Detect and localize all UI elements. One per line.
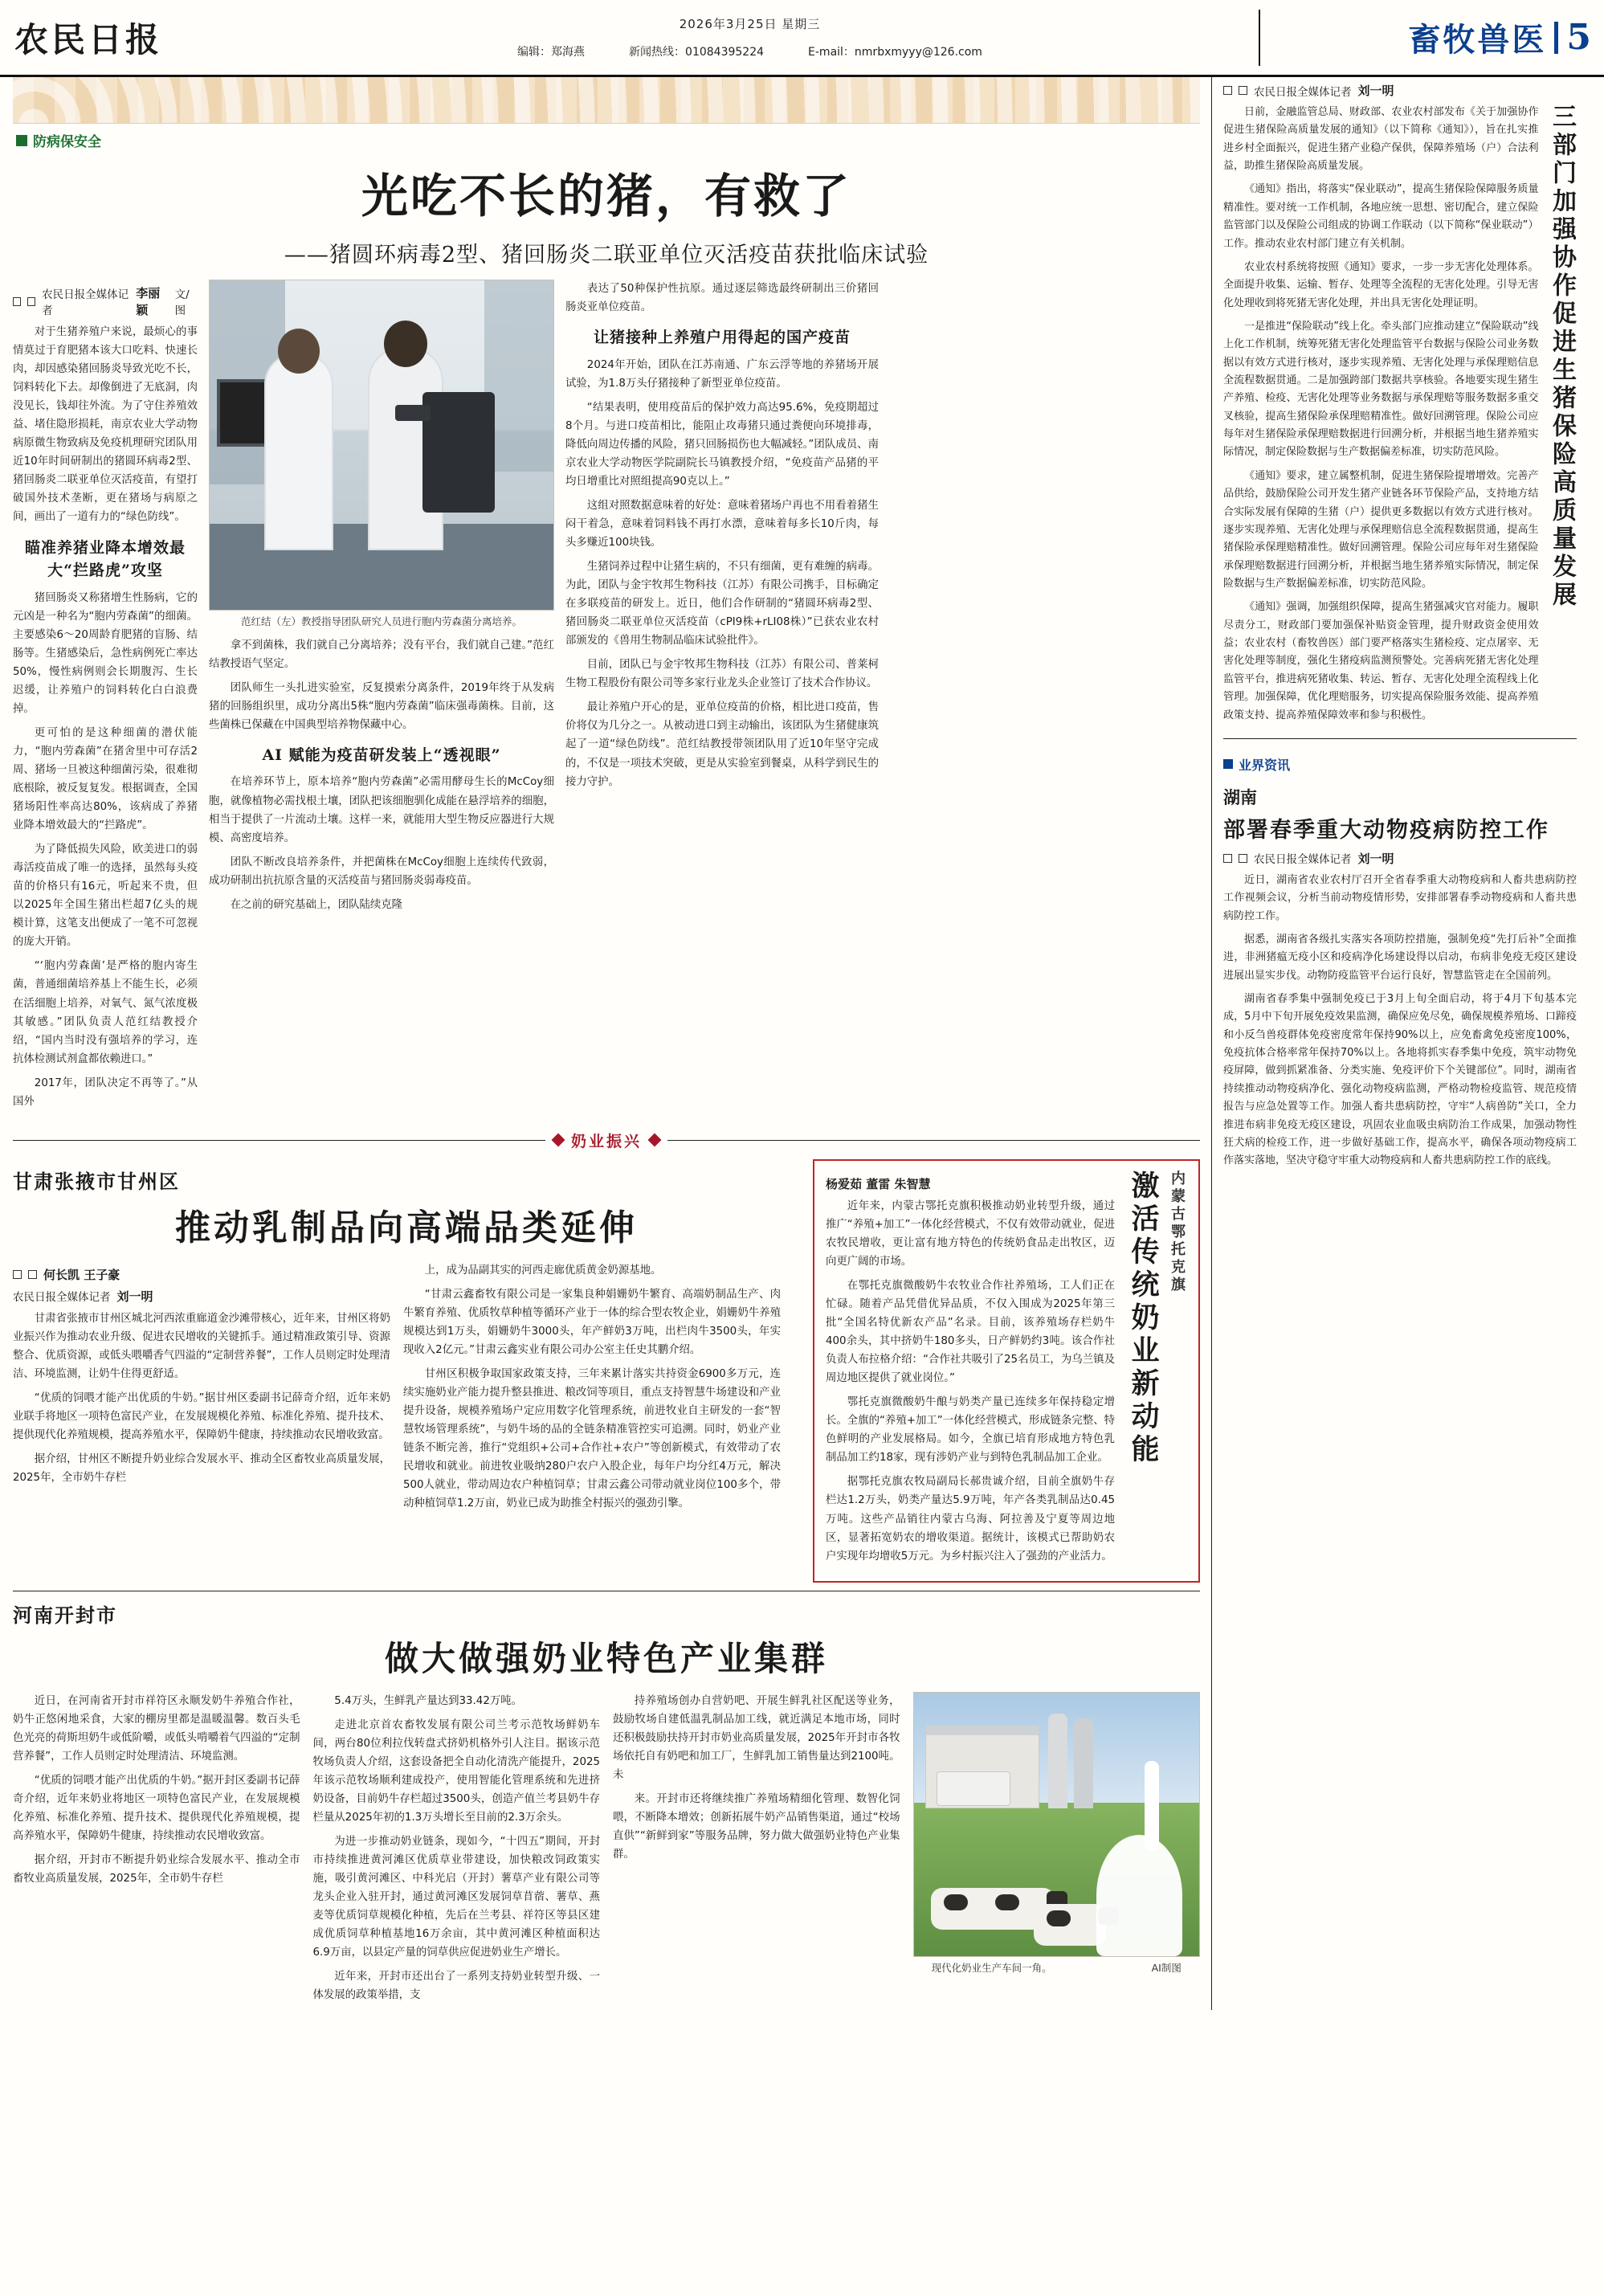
henan-article xyxy=(13,1599,1200,2011)
byline-label: 农民日报全媒体记者 xyxy=(42,288,129,317)
masthead-center xyxy=(241,15,1259,59)
square-marker-icon-blue xyxy=(1223,759,1233,769)
henan-city: 河南开封市 xyxy=(13,1603,117,1627)
hunan-province: 湖南 xyxy=(1223,786,1257,807)
byline-box-icon xyxy=(1223,854,1232,863)
lead-para: 团队师生一头扎进实验室，反复摸索分离条件，2019年终于从发病猪的回肠组织里，成功分离出5株“胞内劳森菌”临床强毒菌株。目前，这些菌株已保藏在中国典型培养物保藏中心。 xyxy=(209,681,554,731)
byline-box-icon-2 xyxy=(1239,854,1247,863)
industry-news-label xyxy=(1223,755,1290,774)
section-divider xyxy=(1554,22,1558,54)
diamond-icon xyxy=(552,1134,565,1147)
publication-date: 2026年3月25日 星期三 xyxy=(679,17,821,31)
hunan-byline-name: 刘一明 xyxy=(1357,851,1394,866)
lead-para: 更可怕的是这种细菌的潜伏能力，“胞内劳森菌”在猪舍里中可存活2周、猪场一旦被这种细菌污染，很难彻底根除，被反复复发。根据调查，全国猪场阳性率高达80%，该病成了养猪业降本增效最大的“拦路虎”。 xyxy=(13,726,198,832)
newspaper-logo: 农民日报 xyxy=(14,19,163,59)
section-title: 畜牧兽医 xyxy=(1408,21,1547,59)
right-top-byline xyxy=(1223,82,1577,99)
right-para: 日前，金融监管总局、财政部、农业农村部发布《关于加强协作促进生猪保险高质量发展的通知》（以下简称《通知》），旨在扎实推进乡村全面振兴，促进生猪产业稳产保供，保障养殖场（户）合法利益，助推生猪保险高质量发展。 xyxy=(1223,106,1539,173)
right-byline-name: 刘一明 xyxy=(1357,84,1394,98)
lead-para: 表达了50种保护性抗原。通过逐层筛选最终研制出三价猪回肠炎亚单位疫苗。 xyxy=(565,283,879,314)
lead-para: 2024年开始，团队在江苏南通、广东云浮等地的养猪场开展试验，为1.8万头仔猪接种了新型亚单位疫苗。 xyxy=(565,358,879,390)
lead-para: 对于生猪养殖户来说，最烦心的事情莫过于育肥猪本该大口吃料、快速长肉，却因感染猪回肠炎导致光吃不长，饲料转化下去。却像倒进了无底洞，肉没见长，钱却往外流。为了守住养殖效益、堵住隐形损耗，南京农业大学动物病原微生物致病及免疫机理研究团队用近10年时间研制出的猪圆环病毒2型、猪回肠炎二联亚单位灭活疫苗，有望打破国外技术垄断，更在猪场与病原之间，画出了一道有力的“绿色防线”。 xyxy=(13,326,198,524)
henan-title: 做大做强奶业特色产业集群 xyxy=(384,1638,828,1678)
im-para: 在鄂托克旗微酸奶牛农牧业合作社养殖场，工人们正在忙碌。随着产品凭借优异品质，不仅入围成为2025年第三批“全国名特优新农产品”名录。目前，该养殖场存栏奶牛400余头，其中挤奶牛180多头，日产鲜奶约3吨。该合作社负责人布拉格介绍：“合作社共吸引了25名员工，为乌兰镇及周边地区提供了就业岗位。” xyxy=(826,1279,1115,1385)
byline-suffix: 文/图 xyxy=(174,288,190,317)
left-content-zone xyxy=(13,77,1211,2010)
byline-box-icon xyxy=(13,297,21,306)
hunan-byline xyxy=(1223,850,1577,867)
masthead xyxy=(0,0,1604,77)
email-label: E-mail：nmrbxmyyy@126.com xyxy=(808,46,982,59)
lead-para: 拿不到菌株，我们就自己分离培养；没有平台，我们就自己建。”范红结教授语气坚定。 xyxy=(209,639,554,670)
lead-headline: 光吃不长的猪，有救了 xyxy=(361,169,851,223)
byline-box-icon-2 xyxy=(1239,86,1247,95)
lead-para: “结果表明，使用疫苗后的保护效力高达95.6%，免疫期超过8个月。与进口疫苗相比，能阻止攻毒猪只通过粪便向环境排毒，降低向周边传播的风险，猪只回肠损伤也大幅减轻。”团队成员、南京农业大学动物医学院副院长马镇教授介绍，“免疫苗产品猪的平均日增重比对照组提高90克以上。” xyxy=(565,401,879,488)
dairy-photo-caption xyxy=(913,1961,1201,1976)
right-byline-label: 农民日报全媒体记者 xyxy=(1254,85,1352,99)
dairy-photo-credit: AI制图 xyxy=(1151,1961,1182,1974)
lead-subheadline: ——猪圆环病毒2型、猪回肠炎二联亚单位灭活疫苗获批临床试验 xyxy=(284,243,929,268)
lead-para: 团队不断改良培养条件，并把菌株在McCoy细胞上连续传代致弱，成功研制出抗抗原含量的灭活疫苗与猪回肠炎弱毒疫苗。 xyxy=(209,856,554,887)
hunan-para: 据悉，湖南省各级扎实落实各项防控措施，强制免疫“先打后补”全面推进，非洲猪瘟无疫小区和疫病净化场建设得以启动，布病非免疫无疫区建设进展出显实步伐。动物防疫监管平台运行良好，智慧监管走在全国前列。 xyxy=(1223,933,1577,982)
im-byline-names: 杨爱茹 董雷 朱智慧 xyxy=(826,1176,931,1191)
dairy-section-banner xyxy=(13,1130,1200,1151)
gansu-para: 据介绍，甘州区不断提升奶业综合发展水平、推动全区畜牧业高质量发展，2025年，全市奶牛存栏 xyxy=(13,1453,390,1485)
right-para: 《通知》指出，将落实“保业联动”，提高生猪保险保障服务质量精准性。要对统一工作机制，各地应统一思想、密切配合，建立保险监管部门以及保险公司组成的协调工作联动（以下简称“保业联动”）工作。推动农业农村部门建立有关机制。 xyxy=(1223,183,1539,250)
square-marker-icon xyxy=(16,135,27,146)
lead-tag-label: 防病保安全 xyxy=(33,134,101,150)
inner-mongolia-article xyxy=(813,1159,1200,1583)
lead-para: 在培养环节上，原本培养“胞内劳森菌”必需用酵母生长的McCoy细胞，就像植物必需找根土壤，团队把该细胞驯化成能在悬浮培养的细胞，相当于提供了一片流动土壤。这样一来，就能用大型生物反应器进行大规模、高密度培养。 xyxy=(209,776,554,844)
gansu-byline-reporter: 刘一明 xyxy=(116,1289,153,1304)
byline-box-icon-2 xyxy=(28,1270,37,1279)
lead-column-2 xyxy=(209,280,554,1117)
hunan-para: 湖南省春季集中强制免疫已于3月上旬全面启动，将于4月下旬基本完成，5月中下旬开展免疫效果监测，确保应免尽免，确保规模养殖场、口蹄疫和小反刍兽疫群体免疫密度常年保持90%以上，应免畜禽免疫密度100%，免疫抗体合格率常年保持70%以上。各地将抓实春季集中免疫，筑牢动物免疫屏障，做到抓紧准备、分类实施、免疫评价下个关键部位”。同时，湖南省持续推动动物疫病净化、强化动物疫病监测，严格动物检疫监管、规范疫情报告与应急处置等工作。加强人畜共患病防控，守牢“人病兽防”关口，全力推进布病非免疫无疫区建设，巩固农业血吸虫病防治工作成果，加强动物性狂犬病的检疫工作，进一步做好基础工作，提高水平，确保各项动物疫病工作落实落地，坚决守稳守牢重大动物疫病和人畜共患病防控工作的底线。 xyxy=(1223,993,1577,1167)
gansu-para: “优质的饲喂才能产出优质的牛奶。”据甘州区委副书记薛奇介绍，近年来奶业联手将地区一项特色富民产业，在发展规模化养殖、标准化养殖、提升技术、提供现代化养殖规模，提高养殖水平，保障奶牛健康，持续推动农民增收致富。 xyxy=(13,1391,390,1442)
right-para: 农业农村系统将按照《通知》要求，一步一步无害化处理体系。全面提升收集、运输、暂存、处理等全流程的无害化处理。引导无害化处理收到将死猪无害化处理，并出具无害化处理证明。 xyxy=(1223,260,1539,309)
byline-box-icon-2 xyxy=(27,297,35,306)
diamond-icon-2 xyxy=(648,1134,662,1147)
gansu-byline-names: 何长凯 王子豪 xyxy=(43,1267,120,1282)
lab-photo-caption: 范红结（左）教授指导团队研究人员进行胞内劳森菌分离培养。 xyxy=(240,615,522,627)
lead-column-3 xyxy=(565,280,879,1117)
lead-section-tag xyxy=(16,130,101,150)
lead-para: 这组对照数据意味着的好处：意味着猪场户再也不用看着猪生闷干着急，意味着饲料钱不再打水漂，意味着每多长10斤肉，每头多赚近100块钱。 xyxy=(565,499,879,549)
gansu-article xyxy=(13,1159,800,1583)
lead-para: 2017年，团队决定不再等了。”从国外 xyxy=(13,1077,198,1108)
lead-para: 最让养殖户开心的是，亚单位疫苗的价格，相比进口疫苗，售价将仅为几分之一。从被动进口到主动输出，该团队为生猪健康筑起了一道“绿色防线”。范红结教授带领团队用了近10年坚守完成的，不仅是一项技术突破，更是从实验室到餐桌，从科学到民生的接力守护。 xyxy=(565,701,879,788)
henan-para: 持养殖场创办自营奶吧、开展生鲜乳社区配送等业务，鼓励牧场自建低温乳制品加工线，就近满足本地市场，同时还积极鼓励扶持开封市奶业高质量发展，2025年开封市各牧场依托自有奶吧和加工厂，生鲜乳加工销售量达到2100吨。未 xyxy=(613,1694,900,1781)
industry-news-text: 业界资讯 xyxy=(1239,757,1291,773)
im-title: 激活传统奶业新动能 xyxy=(1127,1170,1160,1467)
henan-para: 据介绍，开封市不断提升奶业综合发展水平、推动全市畜牧业高质量发展，2025年，全市奶牛存栏 xyxy=(13,1854,300,1885)
gansu-byline xyxy=(13,1266,390,1283)
gansu-city: 甘肃张掖市甘州区 xyxy=(13,1169,180,1193)
lead-subtitle-3: 让猪接种上养殖户用得起的国产疫苗 xyxy=(593,329,851,347)
hotline-label: 新闻热线：01084395224 xyxy=(629,46,765,59)
im-para: 近年来，内蒙古鄂托克旗积极推动奶业转型升级，通过推广“养殖+加工”一体化经营模式，不仅有效带动就业，促进农牧民增收，更让富有地方特色的传统奶食品走出牧区，迈向更广阔的市场。 xyxy=(826,1199,1115,1268)
lab-photo xyxy=(209,280,554,611)
dairy-banner-label: 奶业振兴 xyxy=(571,1132,643,1150)
gansu-byline-2 xyxy=(13,1288,390,1305)
gansu-para: 甘州区积极争取国家政策支持，三年来累计落实共持资金6900多万元，连续实施奶业产能力提升整县推进、粮改饲等项目，重点支持智慧牛场建设和产业提升设备，规模养殖场户定应用数字化管理系统，前进牧业自主研发的一套“智慧牧场管理系统”，与奶牛场的品的全链条精准管控实可追溯。同时，奶业产业链条不断完善，推行“党组织+公司+合作社+农户”等创新模式，有效带动了农民增收和就业。前进牧业吸纳280户农户入股企业，每年户均分红4万元，解决500人就业，带动周边农户种植饲草；甘肃云鑫公司带动就业岗位100多个，带动种植饲草1.2万亩，奶业已成为助推全村振兴的强劲引擎。 xyxy=(403,1368,781,1510)
right-top-title: 三部门加强协作促进生猪保险高质量发展 xyxy=(1548,104,1576,610)
dairy-caption-text: 现代化奶业生产车间一角。 xyxy=(931,1961,1052,1974)
right-para: 《通知》强调，加强组织保障，提高生猪强减灾官对能力。履职尽责分工，财政部门要加强保补贴资金管理，提升财政资金使用效益；农业农村（畜牧兽医）部门要严格落实生猪检疫、定点屠宰、无害化处理等制度，强化生猪疫病监测预警处。完善病死猪无害化处理监管平台，推进病死猪收集、转运、暂存、无害化处理全流程线上化管理。加强保障，优化理赔服务，切实提高保险服务效能、提高养殖政策支持、提高养殖保障效率和参与积极性。 xyxy=(1223,601,1539,721)
lead-para: 在之前的研究基础上，团队陆续克隆 xyxy=(230,898,403,911)
byline-name: 李丽颖 xyxy=(136,286,161,317)
im-byline xyxy=(826,1175,1115,1192)
hunan-byline-label: 农民日报全媒体记者 xyxy=(1254,853,1352,867)
henan-para: 5.4万头，生鲜乳产量达到33.42万吨。 xyxy=(334,1694,523,1707)
lead-byline xyxy=(13,284,198,318)
right-top-article xyxy=(1223,104,1577,730)
im-para: 据鄂托克旗农牧局副局长郝贵诚介绍，目前全旗奶牛存栏达1.2万头，奶类产量达5.9万吨，年产各类乳制品达0.45万吨。这些产品销往内蒙古乌海、阿拉善及宁夏等周边地区，显著拓宽奶农的增收渠道。据统计，该模式已帮助奶农户实现年均增收5万元。为乡村振兴注入了强劲的产业活力。 xyxy=(826,1476,1115,1563)
lead-para: 生猪饲养过程中让猪生病的，不只有细菌，更有难缠的病毒。为此，团队与金宇牧邦生物科技（江苏）有限公司携手，目标确定在多联疫苗的研发上。近日，他们合作研制的“猪圆环病毒2型、猪回肠炎二联亚单位灭活疫苗（cPI9株+rLI08株）”已获农业农村部颁发的《兽用生物制品临床试验批件》。 xyxy=(565,561,879,648)
decorative-band xyxy=(13,77,1200,124)
page-number: 5 xyxy=(1566,17,1591,58)
im-subtitle: 内蒙古鄂托克旗 xyxy=(1169,1170,1186,1294)
right-para: 《通知》要求，建立属整机制，促进生猪保险提增增效。完善产品供给，鼓励保险公司开发生猪产业链各环节保险产品，支持地方结合实际发展有保障的生猪（户）提供更多数据以有效方式进行核对。逐步实现养殖、无害化处理与承保理赔信息全流程数据贯通，提高生猪保险承保理赔精准性。做好回溯管理。保险公司应每年对生猪保险承保理赔数据进行回溯分析，并根据当地生猪养殖实际情况，制定保险数据与生产数据偏差标准，切实防范风险。 xyxy=(1223,469,1539,590)
lead-para: 猪回肠炎又称猪增生性肠病，它的元凶是一种名为“胞内劳森菌”的细菌。主要感染6～20周龄育肥猪的盲肠、结肠等。生猪感染后，急性病例死亡率达50%，慢性病例则会长期腹泻、生长迟缓，让养殖户的饲料转化白白浪费掉。 xyxy=(13,591,198,715)
lead-para: “‘胞内劳森菌’是严格的胞内寄生菌，普通细菌培养基上不能生长，必须在活细胞上培养，对氧气、氮气浓度极其敏感。”团队负责人范红结教授介绍，“国内当时没有强培养的学习，连抗体检测试剂盒都依赖进口。” xyxy=(13,960,198,1065)
hunan-article xyxy=(1223,785,1577,1170)
byline-box-icon xyxy=(1223,86,1232,95)
gansu-para: 上，成为品副其实的河西走廊优质黄金奶源基地。 xyxy=(424,1264,662,1277)
lead-subtitle-2: AI 赋能为疫苗研发装上“透视眼” xyxy=(262,746,501,764)
lead-column-1 xyxy=(13,280,198,1117)
right-para: 一是推进“保险联动”线上化。牵头部门应推动建立“保险联动”线上化工作机制，统筹死猪无害化处理监管平台数据与保险公司业务数据以有效方式进行核对，逐步实现养殖、无害化处理与承保理赔信息全流程数据贯通。二是加强跨部门数据共享核验。各地要实现生猪生产养殖、检疫、无害化处理等业务数据与承保理赔等服务数据多重交叉核验，提高生猪保险承保理赔精准性。做好回溯管理。保险公司应每年对生猪保险承保理赔数据进行回溯分析，并根据当地生猪养殖实际情况，制定保险数据与生产数据偏差标准，切实防范风险。 xyxy=(1223,320,1539,459)
byline-box-icon xyxy=(13,1270,22,1279)
masthead-section xyxy=(1259,10,1604,66)
hunan-title: 部署春季重大动物疫病防控工作 xyxy=(1223,817,1549,843)
gansu-byline-label: 农民日报全媒体记者 xyxy=(13,1291,111,1305)
dairy-photo xyxy=(913,1692,1201,1957)
gansu-title: 推动乳制品向高端品类延伸 xyxy=(175,1207,638,1248)
henan-para: 为进一步推动奶业链条，现如今，“十四五”期间，开封市持续推进黄河滩区优质草业带建设，加快粮改饲政策实施，吸引黄河滩区、中科光启（开封）薯草产业有限公司等龙头企业入驻开封，通过黄河滩区发展饲草苜蓿、薯草、燕麦等优质饲草规模化种植，先后在兰考县、祥符区等县区建成优质饲草种植基地16万余亩，其中黄河滩区种植面积达6.9万亩，以县定产量的饲草供应促进奶业生产增长。 xyxy=(312,1836,600,1959)
henan-para: 走进北京首农畜牧发展有限公司兰考示范牧场鲜奶车间，两台80位利拉伐转盘式挤奶机格外引人注目。据该示范牧场负责人介绍，这套设备把全自动化清洗产能提升，2025年该示范牧场顺利建成投产，使用智能化管理系统和先进挤奶设备，目前奶牛存栏超过3500头，创造产值兰考县奶牛存栏量从2025年初的1.3万头增长至目前的2.3万余头。 xyxy=(312,1718,600,1824)
lead-para: 目前，团队已与金宇牧邦生物科技（江苏）有限公司、普莱柯生物工程股份有限公司等多家行业龙头企业签订了技术合作协议。 xyxy=(565,659,879,690)
henan-para: 近日，在河南省开封市祥符区永顺发奶牛养殖合作社，奶牛正悠闲地采食，大家的棚房里都是温暖温馨。数百头毛色光亮的荷斯坦奶牛或低阶嚼，或低头啃嚼着气四溢的“定制营养餐”，工作人员则定时处理清洁、环境监测。 xyxy=(13,1694,300,1763)
lead-subtitle-1: 瞄准养猪业降本增效最大“拦路虎”攻坚 xyxy=(24,538,186,580)
editor-label: 编辑：郑海燕 xyxy=(517,46,586,59)
gansu-para: “甘肃云鑫畜牧有限公司是一家集良种娟姗奶牛繁育、高端奶制品生产、肉牛繁育养殖、优质牧草种植等循环产业于一体的综合型农牧企业，娟姗奶牛养殖规模达到1万头，娟姗奶牛3000头，年产鲜奶3万吨，出栏肉牛3500头，年实现收入2亿元。”甘肃云鑫实业有限公司办公室主任史其鹏介绍。 xyxy=(403,1288,781,1356)
henan-para: 近年来，开封市还出台了一系列支持奶业转型升级、一体发展的政策举措，支 xyxy=(312,1971,600,2002)
lead-para: 为了降低损失风险，欧美进口的弱毒活疫苗成了唯一的选择，虽然每头疫苗的价格只有16元，听起来不贵，但以2025年全国生猪出栏超7亿头的规模计算，这笔支出便成了一笔不可忽视的庞大开销。 xyxy=(13,844,198,949)
im-para: 鄂托克旗微酸奶牛酿与奶类产量已连续多年保持稳定增长。全旗的“养殖+加工”一体化经营模式，形成链条完整、特色鲜明的产业发展格局。如今，全旗已培育形成地方特色乳制品加工约18家，现有涉奶产业与到特色乳制品加工企业。 xyxy=(826,1396,1115,1465)
hunan-para: 近日，湖南省农业农村厅召开全省春季重大动物疫病和人畜共患病防控工作视频会议，分析当前动物疫情形势，安排部署春季动物疫病和人畜共患病防控工作。 xyxy=(1223,873,1577,922)
right-content-zone xyxy=(1211,77,1577,2010)
henan-para: “优质的饲喂才能产出优质的牛奶。”据开封区委副书记薛奇介绍，近年来奶业将地区一项特色富民产业，在发展规模化养殖、标准化养殖、提升技术、提供现代化养殖规模，提高养殖水平，保障奶牛健康，持续推动农民增收致富。 xyxy=(13,1774,300,1842)
gansu-para: 甘肃省张掖市甘州区城北河西浓重廊道金沙滩带核心，近年来，甘州区将奶业振兴作为推动农业升级、促进农民增收的关键抓手。通过精准政策引导、资源整合、优质资源，或低头喂嚼香气四溢的“定制营养餐”，工作人员则定时处理清洁、环境监测，让奶牛住得更舒适。 xyxy=(13,1312,390,1380)
henan-para: 来。开封市还将继续推广养殖场精细化管理、数智化饲喂，不断降本增效；创新拓展牛奶产品销售渠道，通过“校场直供”“新鲜到家”等服务品牌，努力做大做强奶业特色产业集群。 xyxy=(613,1792,900,1861)
